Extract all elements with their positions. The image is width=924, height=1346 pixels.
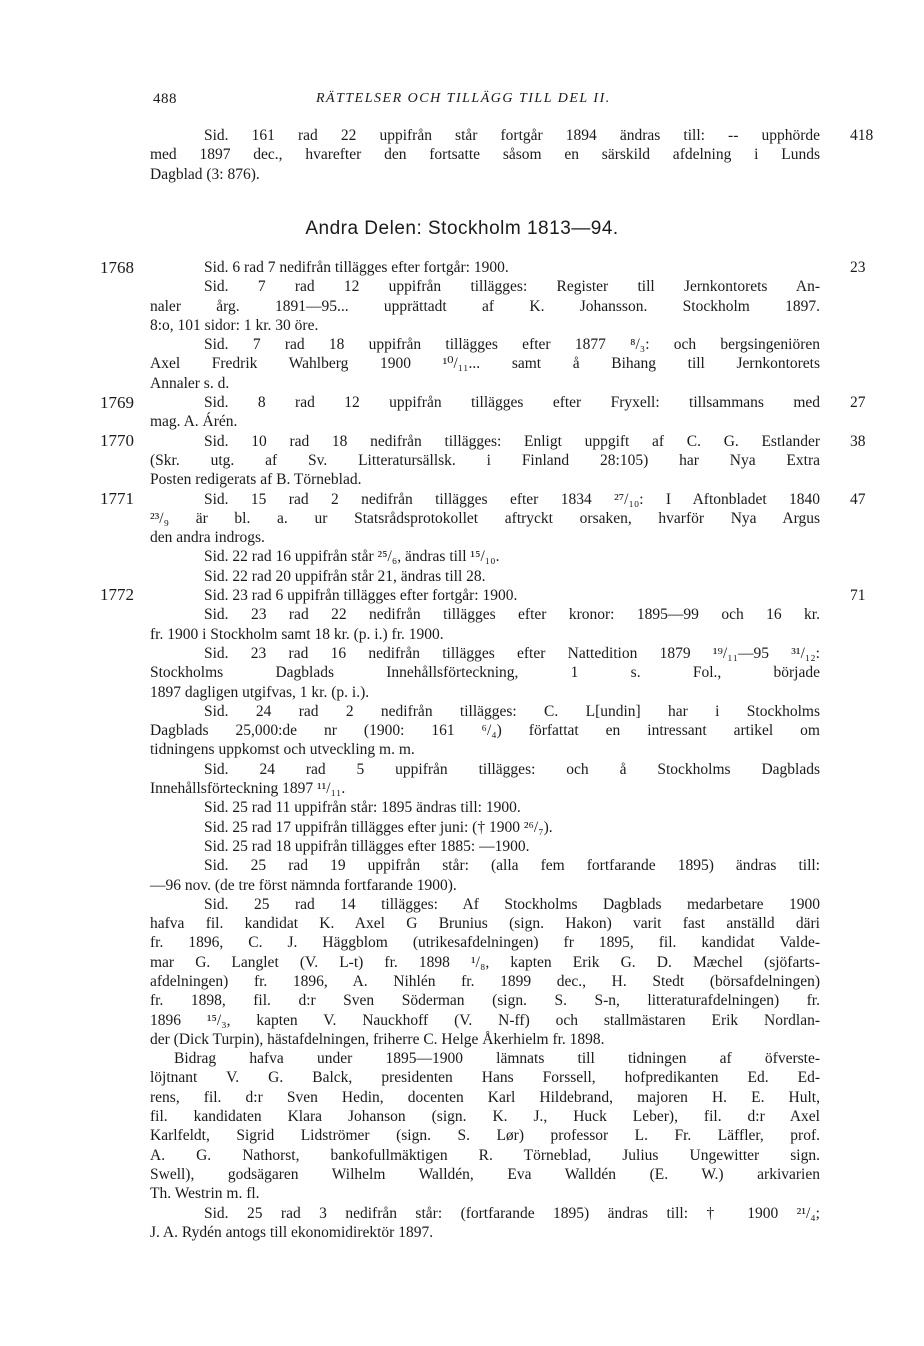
text-line: Sid. 24 rad 5 uppifrån tillägges: och å Stockholms Dagblads (204, 760, 820, 778)
page-reference: 418 (850, 127, 874, 144)
running-title: RÄTTELSER OCH TILLÄGG TILL DEL II. (316, 91, 611, 106)
text-line: A. G. Nathorst, bankofullmäktigen R. Törneblad, Julius Ungewitter sign. (150, 1146, 820, 1164)
text-line: Sid. 6 rad 7 nedifrån tillägges efter fortgår: 1900. 23 (204, 259, 866, 276)
text-line: löjtnant V. G. Balck, presidenten Hans Forssell, hofpredikanten Ed. Ed- (150, 1069, 820, 1087)
page-reference: 23 (850, 259, 866, 276)
text-line: Sid. 10 rad 18 nedifrån tillägges: Enligt uppgift af C. G. Estlander 38 (204, 432, 866, 450)
text-line: Sid. 25 rad 18 uppifrån tillägges efter 1885: —1900. (204, 837, 530, 855)
text-line: fil. kandidaten Klara Johanson (sign. K. J., Huck Leber), fil. d:r Axel (150, 1108, 820, 1126)
text-line: Sid. 24 rad 2 nedifrån tillägges: C. L[undin] har i Stockholms (204, 702, 820, 720)
text-line: Dagblads 25,000:de nr (1900: 161 ⁶/₄) författat en intressant artikel om (150, 722, 820, 740)
text-line: Axel Fredrik Wahlberg 1900 ¹⁰/₁₁... samt å Bihang till Jernkontorets (150, 355, 820, 373)
text-line: rens, fil. d:r Sven Hedin, docenten Karl Hildebrand, majoren H. E. Hult, (150, 1088, 820, 1106)
page-number: 488 (153, 91, 177, 107)
year-marker: 1771 (100, 489, 134, 508)
text-line: Sid. 15 rad 2 nedifrån tillägges efter 1834 ²⁷/₁₀: I Aftonbladet 1840 47 (204, 490, 866, 508)
text-line: ²³/₉ är bl. a. ur Statsrådsprotokollet aftryckt orsaken, hvarför Nya Argus (150, 509, 820, 527)
text-line: Sid. 23 rad 22 nedifrån tillägges efter kronor: 1895—99 och 16 kr. (204, 606, 820, 624)
text-line: Th. Westrin m. fl. (150, 1185, 260, 1203)
text-line: tidningens uppkomst och utveckling m. m. (150, 741, 415, 759)
section-title: Andra Delen: Stockholm 1813—94. (305, 218, 619, 239)
text-line: 1897 dagligen utgifvas, 1 kr. (p. i.). (150, 683, 370, 701)
text-line: Sid. 23 rad 6 uppifrån tillägges efter fortgår: 1900. 71 (204, 587, 866, 605)
text-line: naler årg. 1891—95... upprättadt af K. Johansson. Stockholm 1897. (150, 297, 820, 315)
text-line: Sid. 25 rad 14 tillägges: Af Stockholms Dagblads medarbetare 1900 (204, 895, 820, 913)
text-line: den andra indrogs. (150, 529, 265, 547)
text-line: fr. 1898, fil. d:r Sven Söderman (sign. S. S-n, litteraturafdelningen) fr. (150, 992, 820, 1010)
text-line: mar G. Langlet (V. L-t) fr. 1898 ¹/₈, kapten Erik G. D. Mæchel (sjöfarts- (150, 953, 820, 971)
text-line: hafva fil. kandidat K. Axel G Brunius (sign. Hakon) varit fast anställd däri (150, 915, 820, 933)
text-line: med 1897 dec., hvarefter den fortsatte såsom en särskild afdelning i Lunds (150, 146, 820, 164)
text-line: Sid. 25 rad 3 nedifrån står: (fortfarande 1895) ändras till: † 1900 ²¹/₄; (204, 1204, 820, 1222)
text-line: Swell), godsägaren Wilhelm Walldén, Eva Walldén (E. W.) arkivarien (150, 1165, 820, 1183)
text-line: Annaler s. d. (150, 374, 230, 392)
page-reference: 47 (850, 490, 866, 508)
page-header (0, 91, 924, 115)
text-line: Sid. 8 rad 12 uppifrån tillägges efter Fryxell: tillsammans med 27 (204, 394, 866, 412)
text-line: Karlfeldt, Sigrid Lidströmer (sign. S. Lør) professor L. Fr. Läffler, prof. (150, 1127, 820, 1145)
text-line: Sid. 7 rad 12 uppifrån tillägges: Register till Jernkontorets An- (204, 278, 820, 296)
corrections-body (150, 258, 866, 1242)
year-marker: 1770 (100, 431, 134, 450)
year-marker: 1772 (100, 585, 134, 604)
intro-paragraph (150, 126, 874, 184)
text-line: Sid. 22 rad 16 uppifrån står ²⁵/₆, ändras till ¹⁵/₁₀. (204, 548, 500, 566)
year-marker: 1769 (100, 393, 134, 412)
text-line: Bidrag hafva under 1895—1900 lämnats till tidningen af öfverste- (174, 1050, 820, 1068)
text-line: Posten redigerats af B. Törneblad. (150, 471, 362, 489)
text-line: der (Dick Turpin), hästafdelningen, friherre C. Helge Åkerhielm fr. 1898. (150, 1030, 605, 1048)
page-reference: 27 (850, 394, 866, 412)
text-line: 1896 ¹⁵/₃, kapten V. Nauckhoff (V. N-ff) och stallmästaren Erik Nordlan- (150, 1011, 820, 1029)
text-line: 8:o, 101 sidor: 1 kr. 30 öre. (150, 316, 319, 334)
page-reference: 71 (850, 587, 866, 605)
year-marker: 1768 (100, 258, 134, 277)
text-line: Stockholms Dagblads Innehållsförteckning, 1 s. Fol., började (150, 664, 820, 682)
text-line: fr. 1900 i Stockholm samt 18 kr. (p. i.) fr. 1900. (150, 625, 444, 643)
text-line: Sid. 23 rad 16 nedifrån tillägges efter Nattedition 1879 ¹⁹/₁₁—95 ³¹/₁₂: (204, 644, 820, 662)
text-line: J. A. Rydén antogs till ekonomidirektör 1897. (150, 1223, 434, 1241)
text-line: Dagblad (3: 876). (150, 165, 260, 183)
text-line: Sid. 25 rad 19 uppifrån står: (alla fem fortfarande 1895) ändras till: (204, 857, 820, 875)
text-line: Sid. 25 rad 11 uppifrån står: 1895 ändras till: 1900. (204, 799, 521, 817)
text-line: afdelningen) fr. 1896, A. Nihlén fr. 1899 dec., H. Stedt (börsafdelningen) (150, 972, 820, 990)
text-line: —96 nov. (de tre först nämnda fortfarande 1900). (150, 876, 457, 894)
text-line: Sid. 7 rad 18 uppifrån tillägges efter 1877 ⁸/₃: och bergsingeniören (204, 336, 820, 354)
text-line: Sid. 25 rad 17 uppifrån tillägges efter juni: († 1900 ²⁶/₇). (204, 818, 553, 836)
text-line: mag. A. Árén. (150, 413, 238, 431)
text-line: Sid. 161 rad 22 uppifrån står fortgår 1894 ändras till: -- upphörde 418 (204, 127, 874, 144)
text-line: (Skr. utg. af Sv. Litteratursällsk. i Finland 28:105) har Nya Extra (150, 451, 820, 469)
text-line: Sid. 22 rad 20 uppifrån står 21, ändras till 28. (204, 567, 486, 585)
text-line: fr. 1896, C. J. Häggblom (utrikesafdelningen) fr 1895, fil. kandidat Valde- (150, 934, 820, 952)
page-reference: 38 (850, 432, 866, 450)
text-line: Innehållsförteckning 1897 ¹¹/₁₁. (150, 780, 346, 798)
